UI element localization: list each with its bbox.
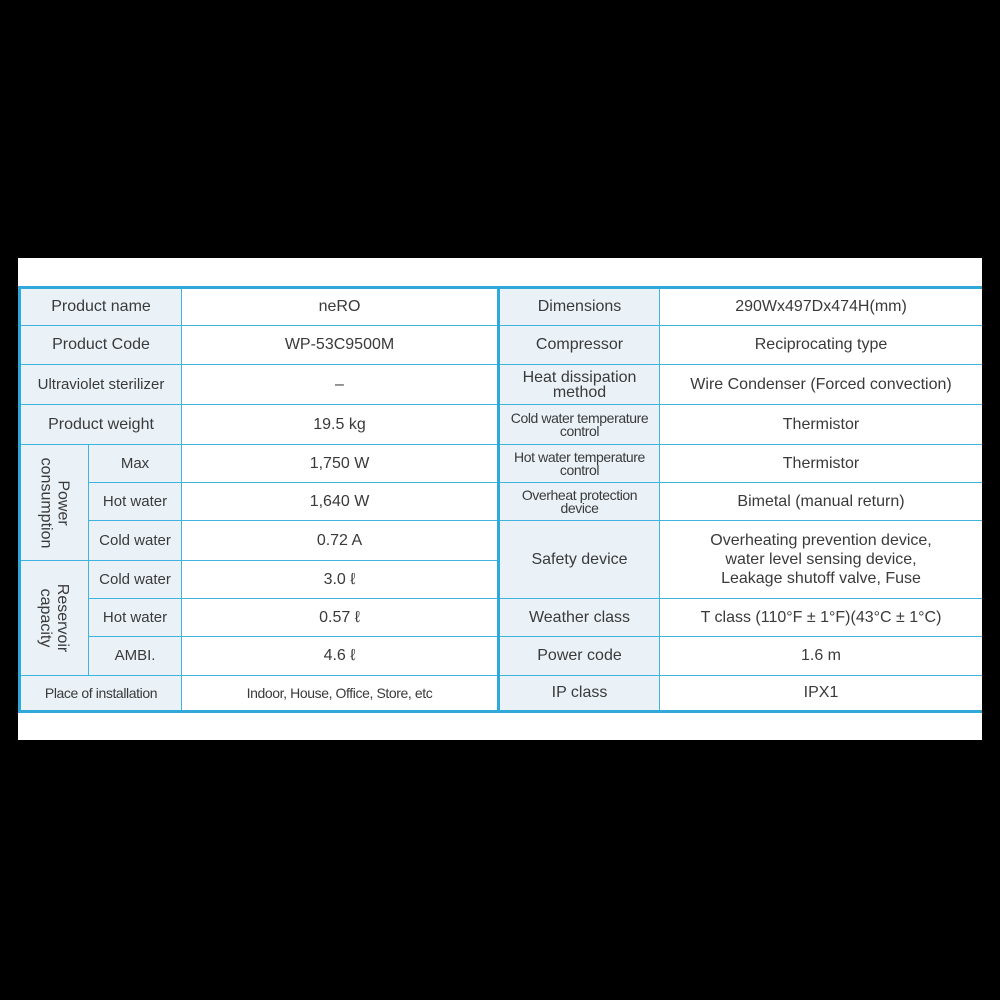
uv-sterilizer-label: Ultraviolet sterilizer: [37, 375, 165, 393]
cold-temp-control-label-line1: Cold water temperature: [510, 409, 649, 426]
product-weight-label: Product weight: [48, 415, 154, 433]
hot-temp-control-label-line2: control: [559, 461, 600, 478]
overheat-protection-value: Bimetal (manual return): [737, 492, 905, 510]
power-max-label: Max: [120, 454, 150, 472]
cold-temp-control-value: Thermistor: [782, 415, 860, 433]
reservoir-cold-water-value: 3.0 ℓ: [323, 570, 356, 588]
product-name-label: Product name: [51, 298, 151, 315]
cold-temp-control-label-line2: control: [559, 422, 600, 439]
safety-device-value-line2: water level sensing device,: [725, 551, 917, 568]
safety-device-value-line3: Leakage shutoff valve, Fuse: [721, 570, 921, 587]
dimensions-label: Dimensions: [537, 298, 622, 315]
heat-dissipation-label: [500, 365, 659, 404]
reservoir-capacity-group-label: [21, 561, 88, 675]
power-hot-water-value: 1,640 W: [309, 492, 370, 510]
power-hot-water-label: Hot water: [102, 492, 168, 510]
power-cold-water-label: Cold water: [99, 531, 171, 549]
spec-sheet-panel: [18, 258, 982, 740]
power-code-value: 1.6 m: [800, 647, 841, 664]
table-bottom-border: [18, 710, 982, 713]
reservoir-hot-water-label: Hot water: [102, 608, 168, 626]
product-code-label: Product Code: [52, 336, 150, 353]
place-of-installation-value: Indoor, House, Office, Store, etc: [246, 684, 433, 701]
ip-class-label: IP class: [551, 684, 608, 701]
overheat-protection-label-line2: device: [560, 499, 599, 516]
weather-class-label: Weather class: [528, 608, 631, 626]
ip-class-value: IPX1: [803, 684, 839, 701]
reservoir-ambi-value: 4.6 ℓ: [323, 647, 356, 664]
power-max-value: 1,750 W: [309, 454, 370, 472]
reservoir-hot-water-value: 0.57 ℓ: [319, 608, 360, 626]
hot-temp-control-label: [500, 445, 659, 482]
overheat-protection-label-line1: Overheat protection: [521, 486, 638, 503]
power-consumption-group-label: [21, 445, 88, 560]
weather-class-value: T class (110°F ± 1°F)(43°C ± 1°C): [700, 608, 942, 626]
compressor-value: Reciprocating type: [754, 336, 888, 353]
heat-dissipation-value: Wire Condenser (Forced convection): [690, 375, 952, 393]
place-of-installation-label: Place of installation: [44, 684, 158, 701]
safety-device-label: Safety device: [531, 550, 628, 568]
spec-table: [18, 258, 982, 740]
cold-temp-control-label: [500, 405, 659, 444]
overheat-protection-label: [500, 483, 659, 520]
product-code-value: WP-53C9500M: [284, 336, 395, 353]
hot-temp-control-label-line1: Hot water temperature: [514, 448, 645, 465]
heat-dissipation-label-line2: method: [552, 383, 607, 401]
heat-dissipation-label-line1: Heat dissipation: [522, 368, 637, 386]
product-name-value: neRO: [318, 298, 361, 315]
safety-device-value-line1: Overheating prevention device,: [710, 532, 932, 549]
safety-device-value: [660, 521, 982, 598]
power-cold-water-value: 0.72 A: [316, 531, 363, 549]
power-consumption-label: Power consumption: [37, 457, 72, 548]
compressor-label: Compressor: [535, 336, 624, 353]
reservoir-ambi-label: AMBI.: [114, 647, 156, 664]
reservoir-capacity-label: Reservoir capacity: [37, 583, 72, 653]
dimensions-value: 290Wx497Dx474H(mm): [735, 298, 907, 315]
uv-sterilizer-value: –: [335, 375, 344, 393]
hot-temp-control-value: Thermistor: [782, 454, 860, 472]
product-weight-value: 19.5 kg: [313, 415, 366, 433]
power-code-label: Power code: [537, 647, 622, 664]
reservoir-cold-water-label: Cold water: [99, 570, 171, 588]
